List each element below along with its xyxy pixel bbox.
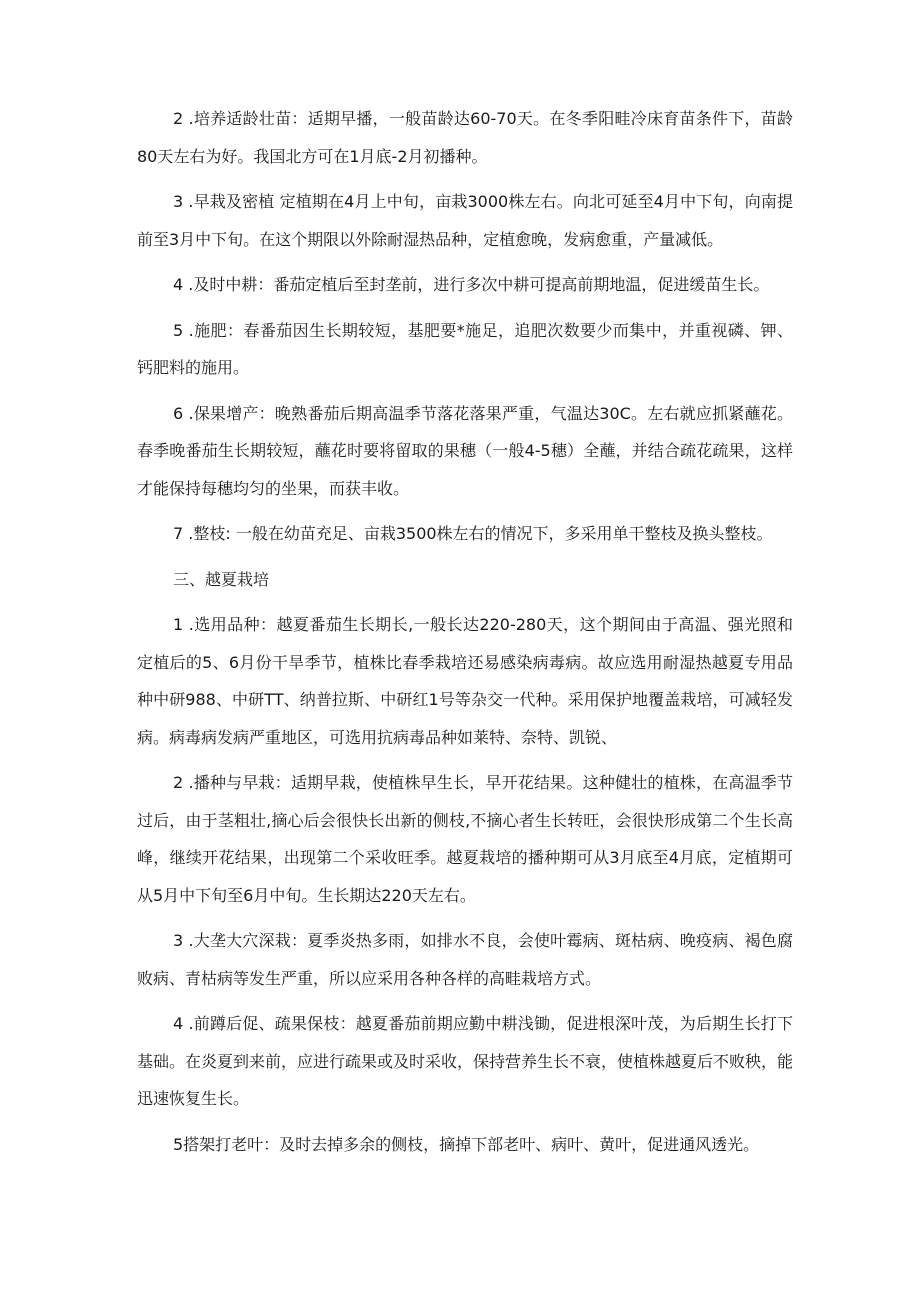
- paragraph-pruning: 7 .整枝: 一般在幼苗充足、亩栽3500株左右的情况下，多采用单干整枝及换头整枝。: [173, 524, 773, 543]
- paragraph-cultivation: 4 .及时中耕：番茄定植后至封垄前，进行多次中耕可提高前期地温，促进缓苗生长。: [173, 275, 770, 294]
- paragraph-trellis: 5搭架打老叶：及时去掉多余的侧枝，摘掉下部老叶、病叶、黄叶，促进通风透光。: [173, 1134, 760, 1154]
- paragraph-fertilizer: 5 .施肥：春番茄因生长期较短，基肥要*施足，追肥次数要少而集中，并重视磷、钾、钙肥料的施用。: [137, 320, 793, 377]
- paragraph-fruit-thinning: 4 .前蹲后促、疏果保枝：越夏番茄前期应勤中耕浅锄，促进根深叶茂，为后期生长打下基础。在炎夏到来前，应进行疏果或及时采收，保持营养生长不衰，使植株越夏后不败秧，能迅速恢复生长。: [137, 1014, 794, 1108]
- document-body: [137, 100, 793, 1171]
- paragraph-deep-planting: 3 .大垄大穴深栽：夏季炎热多雨，如排水不良，会使叶霉病、斑枯病、晚疫病、褐色腐败病、青枯病等发生严重，所以应采用各种各样的高畦栽培方式。: [137, 931, 793, 988]
- paragraph-seedling: 2 .培养适龄壮苗：适期早播，一般苗龄达60-70天。在冬季阳畦冷床育苗条件下，苗龄80天左右为好。我国北方可在1月底-2月初播种。: [137, 109, 793, 166]
- paragraph-variety: 1 .选用品种：越夏番茄生长期长,一般长达220-280天，这个期间由于高温、强光照和定植后的5、6月份干旱季节，植株比春季栽培还易感染病毒病。故应选用耐湿热越夏专用品种中研988、中研TT、纳普拉斯、中研红1号等杂交一代种。采用保护地覆盖栽培，可减轻发病。病毒病发病严重地区，可选用抗病毒品种如莱特、奈特、凯锐、: [137, 615, 793, 747]
- paragraph-fruit-protection: 6 .保果增产：晚熟番茄后期高温季节落花落果严重，气温达30C。左右就应抓紧蘸花。春季晚番茄生长期较短，蘸花时要将留取的果穗（一般4-5穗）全蘸，并结合疏花疏果，这样才能保持每穗均匀的坐果，而获丰收。: [137, 403, 793, 498]
- section-heading: 三、越夏栽培: [173, 569, 270, 589]
- paragraph-sowing: 2 .播种与早栽：适期早栽，使植株早生长，早开花结果。这种健壮的植株，在高温季节过后，由于茎粗壮,摘心后会很快长出新的侧枝,不摘心者生长转旺，会很快形成第二个生长高峰，继续开花结果，出现第二个采收旺季。越夏栽培的播种期可从3月底至4月底，定植期可从5月中下旬至6月中旬。生长期达220天左右。: [137, 773, 793, 905]
- paragraph-early-planting: 3 .早栽及密植 定植期在4月上中旬，亩栽3000株左右。向北可延至4月中下旬，向南提前至3月中下旬。在这个期限以外除耐湿热品种，定植愈晚，发病愈重，产量减低。: [137, 192, 793, 249]
